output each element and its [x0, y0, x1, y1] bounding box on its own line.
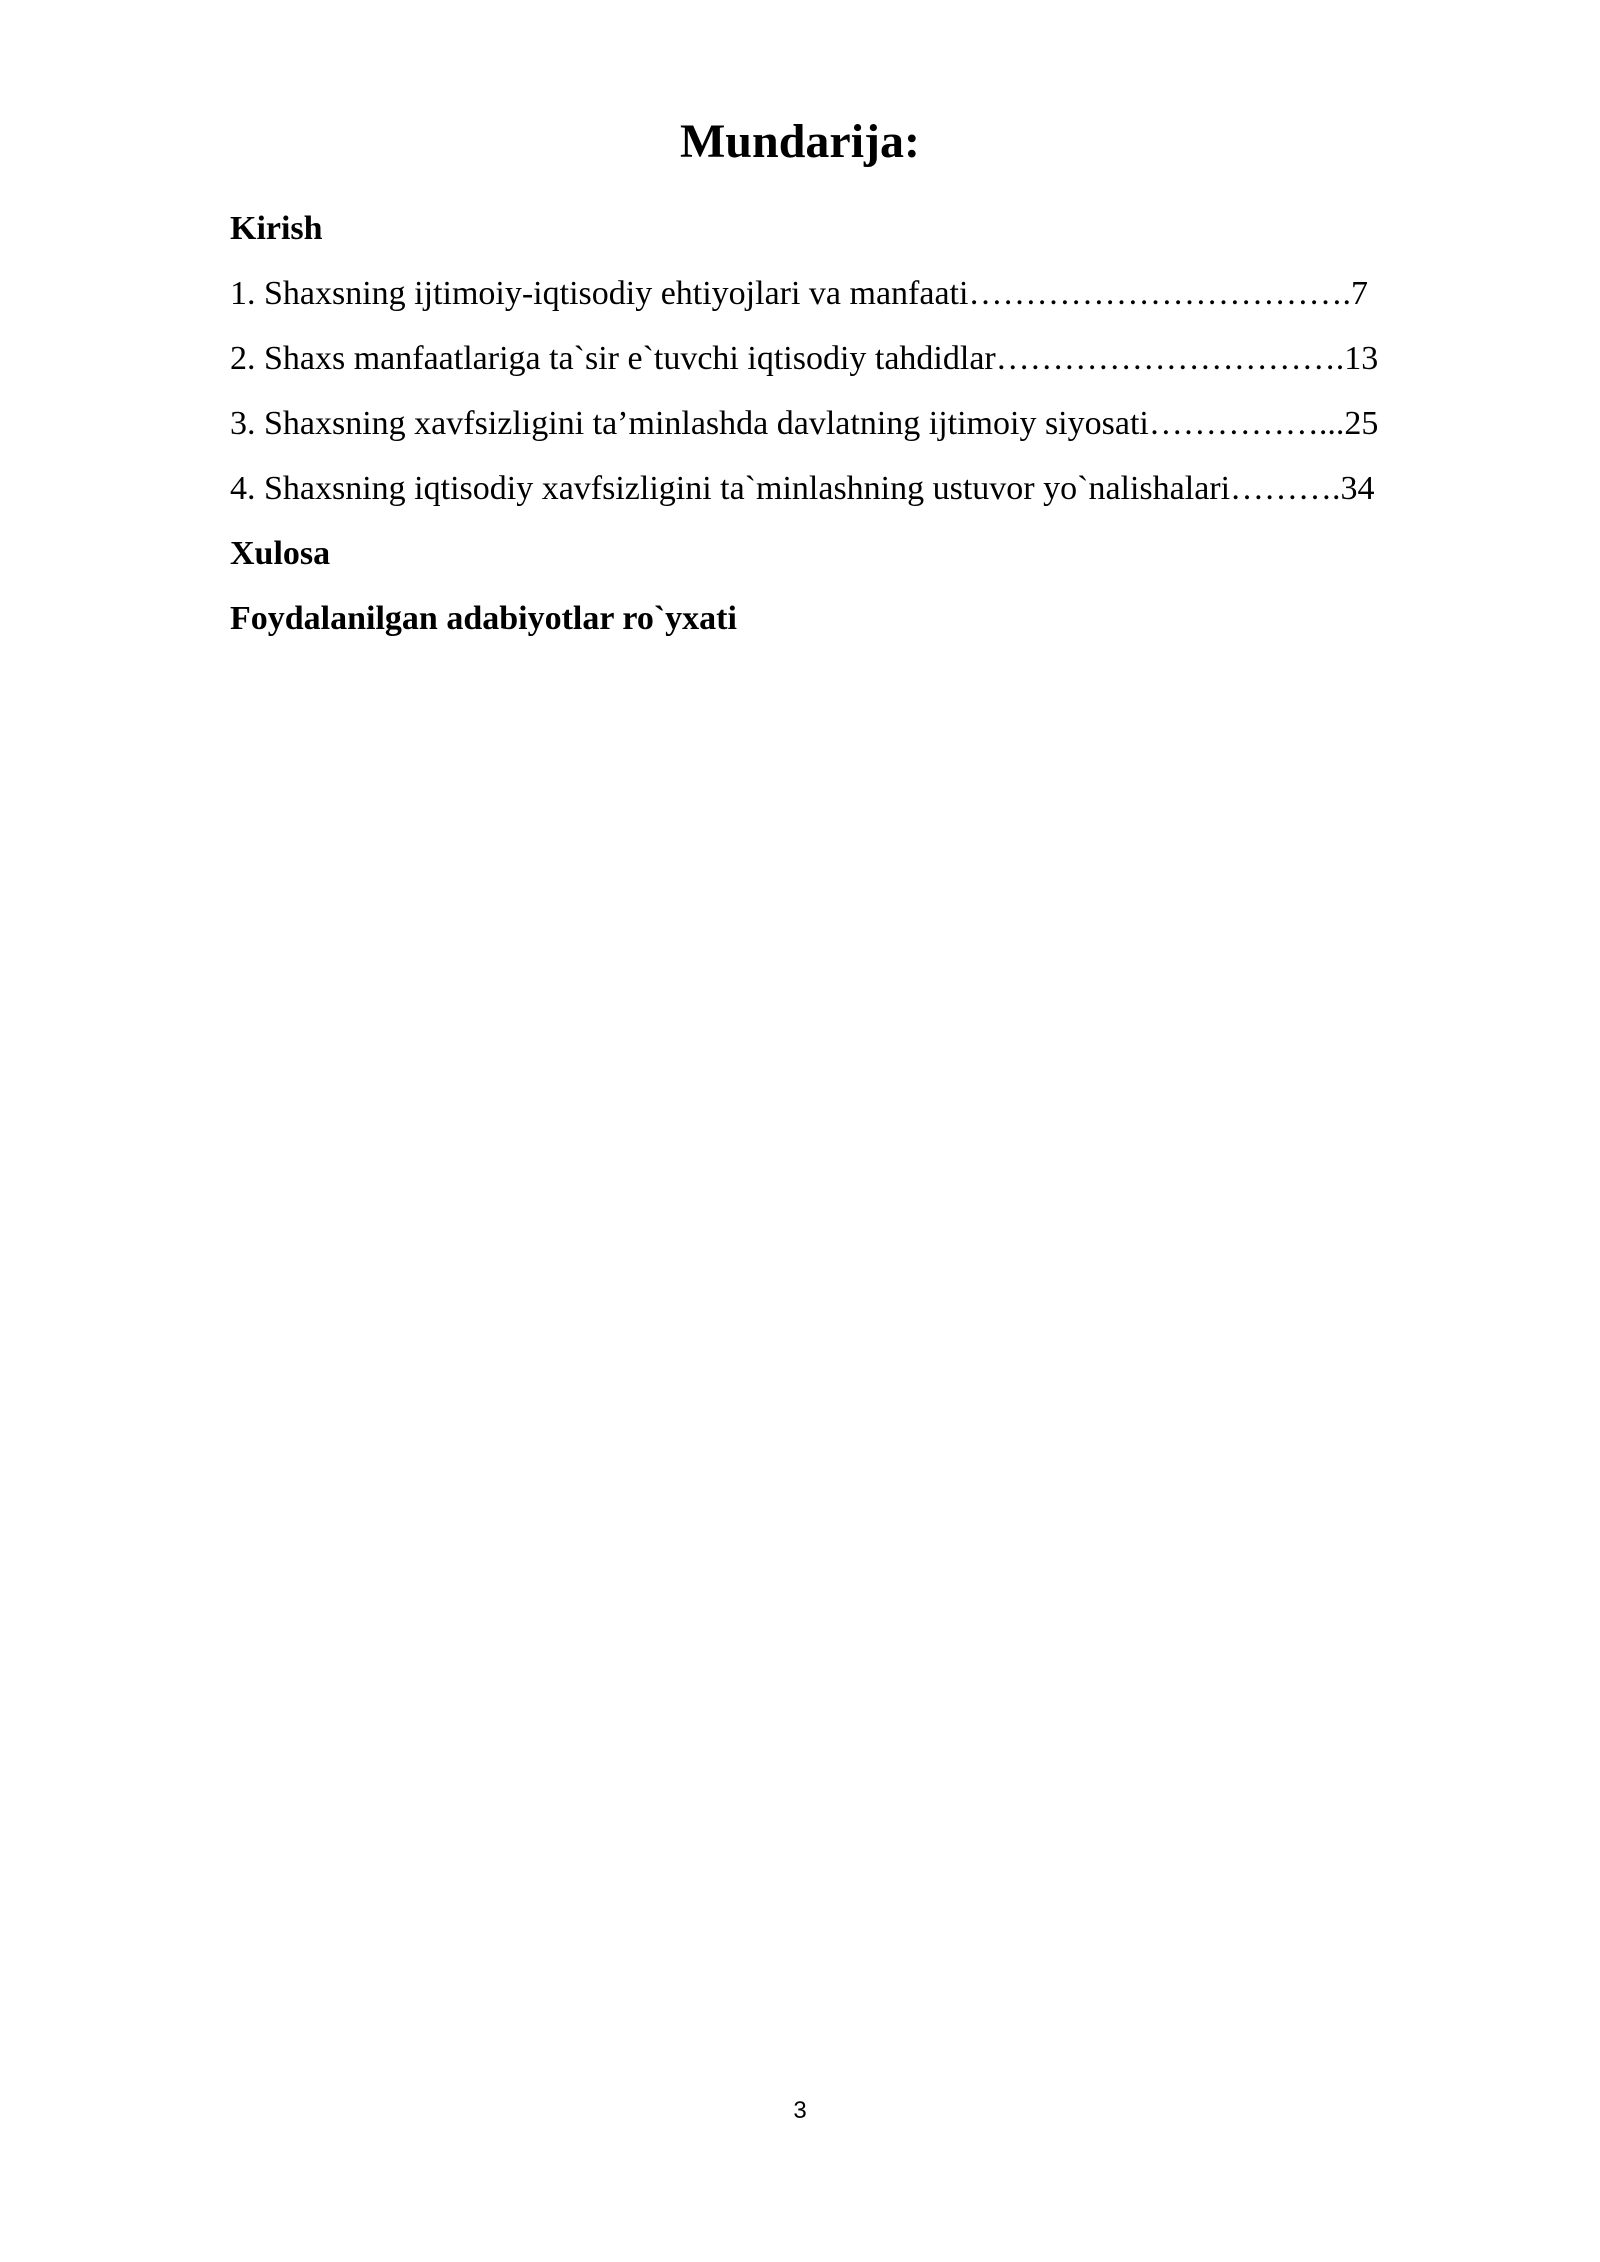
- toc-item-1: 1. Shaxsning ijtimoiy-iqtisodiy ehtiyojlari va manfaati…………………………….7: [230, 275, 1368, 312]
- toc-conclusion: Xulosa: [230, 535, 331, 572]
- toc-intro: Kirish: [230, 210, 323, 247]
- table-of-contents: [230, 196, 1510, 651]
- toc-item-3: 3. Shaxsning xavfsizligini ta’minlashda davlatning ijtimoiy siyosati……………...25: [230, 405, 1379, 442]
- toc-item-4: 4. Shaxsning iqtisodiy xavfsizligini ta`minlashning ustuvor yo`nalishalari……….34: [230, 470, 1375, 507]
- toc-item-2: 2. Shaxs manfaatlariga ta`sir e`tuvchi iqtisodiy tahdidlar………………………….13: [230, 340, 1379, 377]
- page-number: 3: [793, 2097, 807, 2124]
- toc-references: Foydalanilgan adabiyotlar ro`yxati: [230, 600, 737, 637]
- page-title: Mundarija:: [680, 115, 920, 168]
